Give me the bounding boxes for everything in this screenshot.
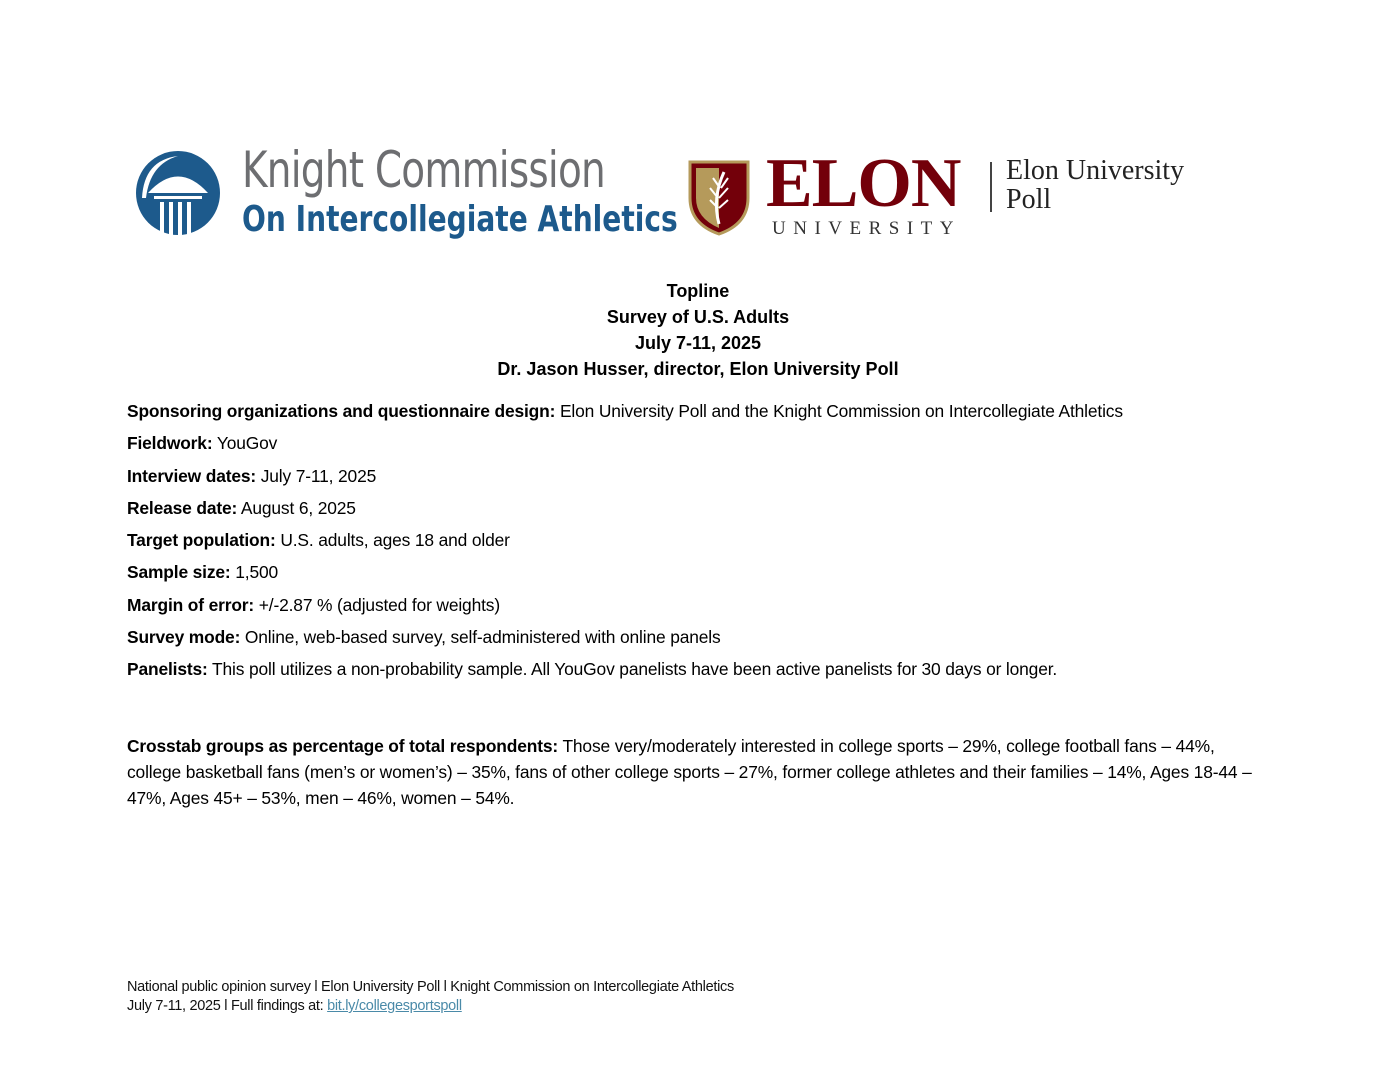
fact-value: U.S. adults, ages 18 and older <box>280 530 510 551</box>
crosstab-value: Those very/moderately interested in college sports – 29%, college football fans – 44%, college basketball fans (men’s or women’s) – 35%, fans of other college sports – 27%, former college athletes and their families – 14%, Ages 18-44 – 47%, Ages 45+ – 53%, men – 46%, women – 54%. <box>127 736 1252 808</box>
fact-sample-size <box>127 559 1277 591</box>
fact-margin-of-error <box>127 592 1277 624</box>
crosstab-label: Crosstab groups as percentage of total respondents: <box>127 736 559 756</box>
fact-value: +/-2.87 % (adjusted for weights) <box>258 594 500 615</box>
fact-label: Interview dates: <box>127 465 257 486</box>
title-topline: Topline <box>666 281 730 301</box>
knight-commission-logo-subtext: On Intercollegiate Athletics <box>242 199 678 240</box>
fact-panelists <box>127 656 1277 688</box>
fact-label: Margin of error: <box>127 594 255 615</box>
fact-value: Online, web-based survey, self-administered with online panels <box>244 627 721 648</box>
elon-shield-icon <box>688 158 750 236</box>
title-director: Dr. Jason Husser, director, Elon University Poll <box>497 359 899 379</box>
logo-bar <box>134 141 1234 248</box>
fact-label: Sample size: <box>127 562 231 583</box>
title-survey: Survey of U.S. Adults <box>606 307 790 327</box>
fact-sponsors <box>127 398 1277 430</box>
fact-survey-mode <box>127 624 1277 656</box>
knight-commission-logo-text: Knight Commission <box>242 141 605 199</box>
footer-line2 <box>127 997 734 1016</box>
fact-value: 1,500 <box>235 562 279 583</box>
elon-poll-line2: Poll <box>1006 184 1052 215</box>
findings-link[interactable]: bit.ly/collegesportspoll <box>327 998 462 1014</box>
fact-label: Survey mode: <box>127 627 241 648</box>
elon-wordmark: ELON <box>766 145 961 222</box>
fact-value: Elon University Poll and the Knight Commission on Intercollegiate Athletics <box>559 401 1123 421</box>
fact-release-date <box>127 495 1277 527</box>
title-dates: July 7-11, 2025 <box>634 333 762 353</box>
elon-university-subtext: UNIVERSITY <box>772 218 961 239</box>
document-title-block <box>0 278 1396 382</box>
fact-target-population <box>127 527 1277 559</box>
fact-fieldwork <box>127 430 1277 462</box>
fact-label: Sponsoring organizations and questionnaire design: <box>127 401 556 421</box>
fact-value: YouGov <box>216 433 278 454</box>
elon-poll-logo-text <box>1006 156 1184 214</box>
fact-label: Target population: <box>127 530 276 551</box>
elon-poll-line1: Elon University <box>1006 155 1185 186</box>
logo-divider <box>990 162 992 212</box>
fact-label: Fieldwork: <box>127 433 213 454</box>
fact-value: This poll utilizes a non-probability sample. All YouGov panelists have been active panelists for 30 days or longer. <box>212 659 1058 680</box>
fact-value: August 6, 2025 <box>240 497 356 518</box>
footer-prefix: July 7-11, 2025 l Full findings at: <box>127 998 328 1014</box>
fact-label: Panelists: <box>127 659 208 680</box>
crosstab-paragraph <box>127 733 1267 811</box>
fact-label: Release date: <box>127 497 238 518</box>
survey-facts <box>127 398 1277 689</box>
knight-commission-emblem-icon <box>134 150 222 236</box>
fact-interview-dates <box>127 463 1277 495</box>
footer-line1: National public opinion survey l Elon University Poll l Knight Commission on Intercollegiate Athletics <box>127 979 734 995</box>
fact-value: July 7-11, 2025 <box>260 465 377 486</box>
page-footer <box>127 978 734 1016</box>
